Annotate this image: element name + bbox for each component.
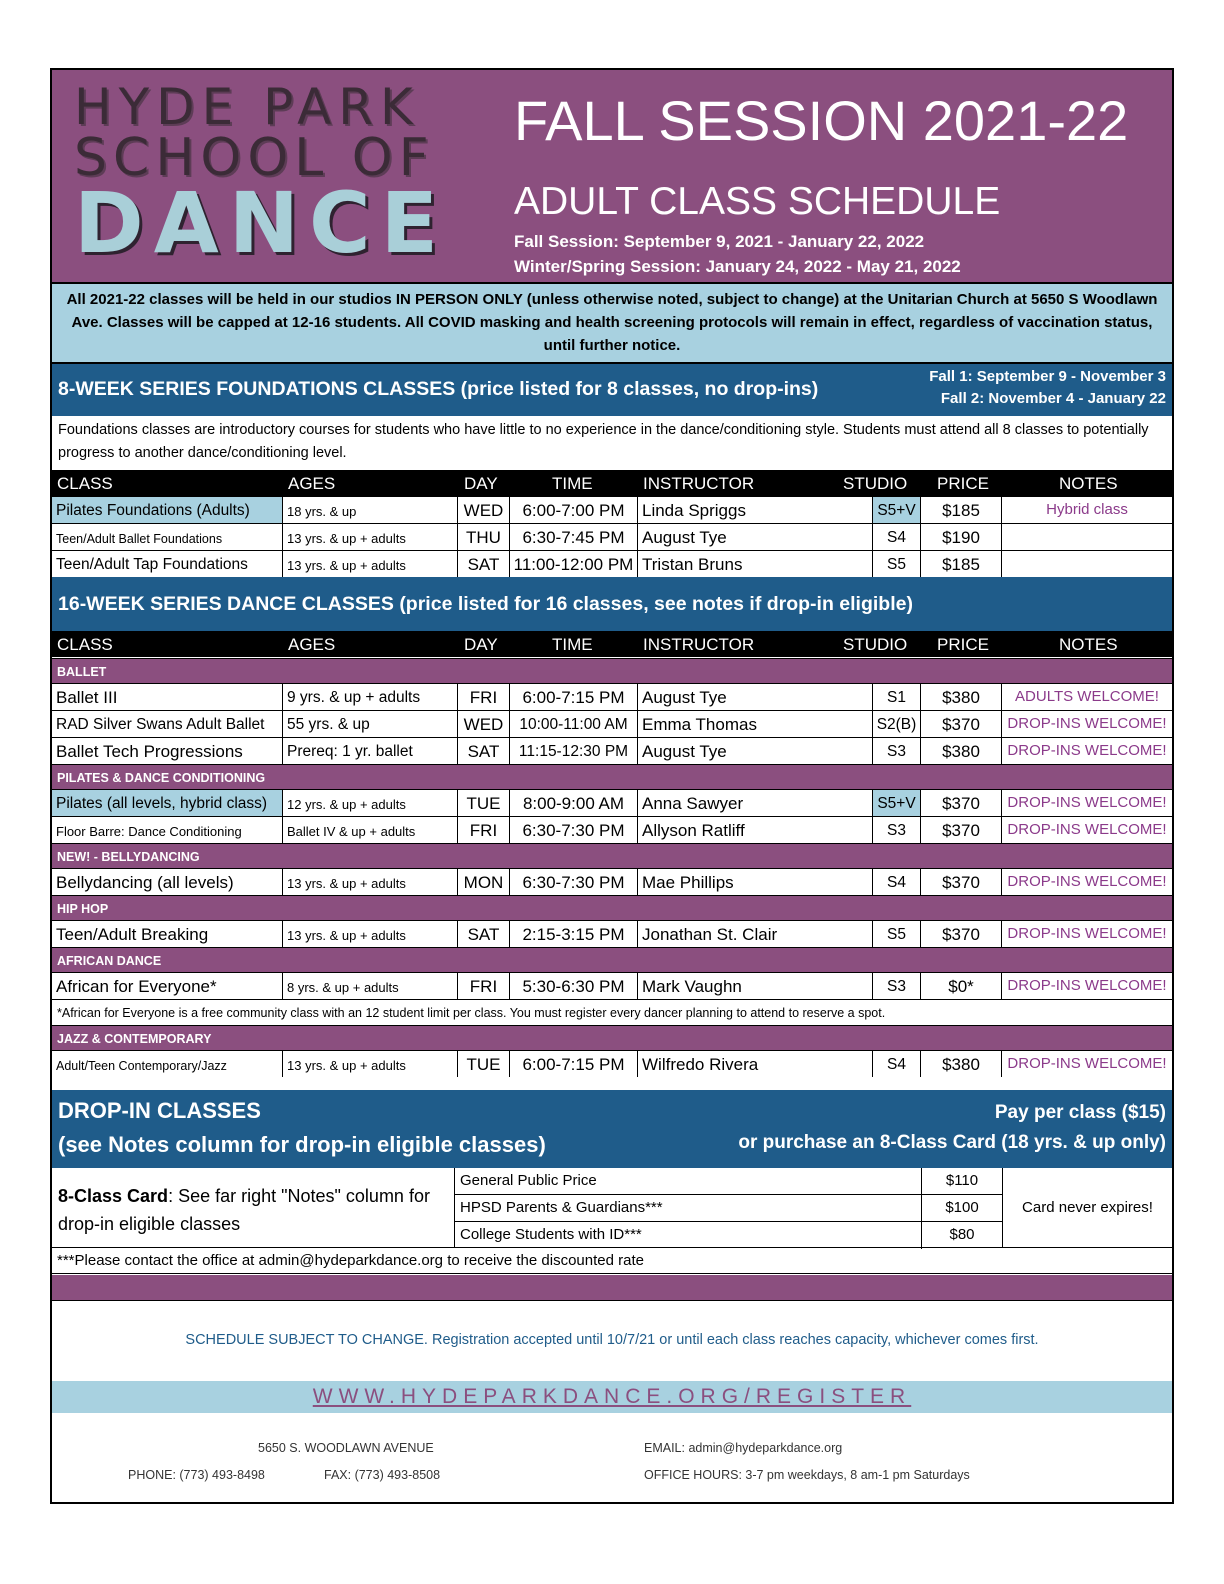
class-day: FRI bbox=[458, 684, 510, 710]
foundations-title: 8-WEEK SERIES FOUNDATIONS CLASSES (price listed for 8 classes, no drop-ins) bbox=[58, 378, 819, 400]
class-day: WED bbox=[458, 711, 510, 737]
foundations-fall2: Fall 2: November 4 - January 22 bbox=[940, 390, 1166, 407]
class-name: Bellydancing (all levels) bbox=[52, 869, 283, 895]
page-title: FALL SESSION 2021-22 bbox=[514, 89, 1129, 152]
class-time: 11:15-12:30 PM bbox=[510, 738, 638, 764]
category-hiphop bbox=[52, 895, 1172, 920]
card-price-row bbox=[455, 1222, 1002, 1248]
series16-title: 16-WEEK SERIES DANCE CLASSES (price listed for 16 classes, see notes if drop-in eligible) bbox=[58, 593, 913, 615]
class-ages: 13 yrs. & up + adults bbox=[283, 869, 458, 895]
class-day: MON bbox=[458, 869, 510, 895]
header-banner bbox=[52, 70, 1172, 282]
class-time: 6:30-7:45 PM bbox=[510, 524, 638, 550]
class-ages: 13 yrs. & up + adults bbox=[283, 551, 458, 577]
class-instructor: Mark Vaughn bbox=[638, 973, 873, 999]
class-instructor: Emma Thomas bbox=[638, 711, 873, 737]
class-instructor: August Tye bbox=[638, 524, 873, 550]
schedule-sheet bbox=[50, 68, 1174, 1504]
class-notes: DROP-INS WELCOME! bbox=[1007, 925, 1167, 942]
office-hours: OFFICE HOURS: 3-7 pm weekdays, 8 am-1 pm Saturdays bbox=[644, 1468, 970, 1482]
class-name: Pilates (all levels, hybrid class) bbox=[52, 790, 283, 816]
logo-line-3: DANCE bbox=[74, 174, 449, 272]
col-studio: STUDIO bbox=[843, 635, 908, 654]
class-time: 6:00-7:15 PM bbox=[510, 1051, 638, 1077]
class-instructor: Linda Spriggs bbox=[638, 497, 873, 523]
winter-session-dates: Winter/Spring Session: January 24, 2022 - May 21, 2022 bbox=[514, 257, 961, 276]
card-price-label: College Students with ID*** bbox=[460, 1226, 642, 1243]
class-ages: 18 yrs. & up bbox=[283, 497, 458, 523]
schedule-change-rest: Registration accepted until 10/7/21 or until each class reaches capacity, whichever comes first. bbox=[427, 1332, 1039, 1348]
card-price-label: General Public Price bbox=[460, 1172, 597, 1189]
discount-contact-note: ***Please contact the office at admin@hydeparkdance.org to receive the discounted rate bbox=[52, 1248, 1172, 1274]
card-price-row bbox=[455, 1195, 1002, 1222]
table-row bbox=[52, 683, 1172, 710]
class-notes: DROP-INS WELCOME! bbox=[1007, 873, 1167, 890]
table-row bbox=[52, 868, 1172, 895]
col-price: PRICE bbox=[937, 635, 989, 654]
class-instructor: Anna Sawyer bbox=[638, 790, 873, 816]
phone: PHONE: (773) 493-8498 bbox=[128, 1468, 265, 1482]
dropin-subtitle: (see Notes column for drop-in eligible classes) bbox=[58, 1132, 546, 1157]
category-african bbox=[52, 947, 1172, 972]
class-card-table bbox=[52, 1168, 1172, 1248]
table-header bbox=[52, 631, 1172, 657]
class-ages: Ballet IV & up + adults bbox=[283, 817, 458, 843]
class-instructor: Tristan Bruns bbox=[638, 551, 873, 577]
logo-line-2: SCHOOL OF bbox=[74, 128, 435, 188]
class-name: Floor Barre: Dance Conditioning bbox=[52, 817, 283, 843]
class-studio: S1 bbox=[873, 684, 921, 710]
class-name: Teen/Adult Breaking bbox=[52, 921, 283, 947]
table-row bbox=[52, 523, 1172, 550]
class-name: Ballet Tech Progressions bbox=[52, 738, 283, 764]
fax: FAX: (773) 493-8508 bbox=[324, 1468, 441, 1482]
table-row bbox=[52, 816, 1172, 843]
table-header bbox=[52, 470, 1172, 496]
col-ages: AGES bbox=[288, 474, 336, 493]
foundations-description: Foundations classes are introductory courses for students who have little to no experience in the dance/conditioning style. Students must attend all 8 classes to potentially progress to another dance/conditioning level. bbox=[58, 422, 1149, 461]
class-time: 6:30-7:30 PM bbox=[510, 869, 638, 895]
category-label: AFRICAN DANCE bbox=[57, 954, 162, 968]
col-instructor: INSTRUCTOR bbox=[643, 635, 755, 654]
class-studio: S5+V bbox=[873, 790, 921, 816]
class-studio: S5+V bbox=[873, 497, 921, 523]
class-price: $185 bbox=[921, 497, 1002, 523]
col-price: PRICE bbox=[937, 474, 989, 493]
col-day: DAY bbox=[464, 474, 498, 493]
schedule-change-notice bbox=[52, 1332, 1172, 1348]
series16-band bbox=[52, 577, 1172, 631]
fall-session-dates: Fall Session: September 9, 2021 - January 22, 2022 bbox=[514, 232, 925, 251]
class-notes: DROP-INS WELCOME! bbox=[1007, 742, 1167, 759]
email[interactable]: EMAIL: admin@hydeparkdance.org bbox=[644, 1441, 843, 1455]
class-time: 2:15-3:15 PM bbox=[510, 921, 638, 947]
table-row bbox=[52, 972, 1172, 999]
card-description bbox=[52, 1168, 455, 1248]
class-notes bbox=[1002, 524, 1172, 550]
class-price: $380 bbox=[921, 738, 1002, 764]
class-time: 6:30-7:30 PM bbox=[510, 817, 638, 843]
table-row bbox=[52, 1050, 1172, 1077]
class-ages: 13 yrs. & up + adults bbox=[283, 921, 458, 947]
class-time: 10:00-11:00 AM bbox=[510, 711, 638, 737]
class-studio: S5 bbox=[873, 921, 921, 947]
col-notes: NOTES bbox=[1059, 635, 1118, 654]
logo-line-1: HYDE PARK bbox=[74, 78, 420, 136]
category-ballet bbox=[52, 658, 1172, 683]
class-instructor: August Tye bbox=[638, 738, 873, 764]
col-time: TIME bbox=[552, 635, 593, 654]
divider-strip bbox=[52, 1275, 1172, 1301]
class-name: Pilates Foundations (Adults) bbox=[52, 497, 283, 523]
category-label: NEW! - BELLYDANCING bbox=[57, 850, 200, 864]
class-price: $370 bbox=[921, 869, 1002, 895]
class-notes: DROP-INS WELCOME! bbox=[1007, 977, 1167, 994]
table-row bbox=[52, 920, 1172, 947]
card-price-row bbox=[455, 1168, 1002, 1195]
class-time: 6:00-7:00 PM bbox=[510, 497, 638, 523]
class-day: FRI bbox=[458, 973, 510, 999]
col-time: TIME bbox=[552, 474, 593, 493]
dropin-pay-per-class: Pay per class ($15) bbox=[994, 1102, 1166, 1123]
class-time: 5:30-6:30 PM bbox=[510, 973, 638, 999]
col-class: CLASS bbox=[57, 635, 113, 654]
covid-notice: All 2021-22 classes will be held in our studios IN PERSON ONLY (unless otherwise noted, subject to change) at the Unitarian Church at 5650 S Woodlawn Ave. Classes will be capped at 12-16 students. All COVID masking and health screening protocols will remain in effect, regardless of vaccination status, until further notice. bbox=[52, 282, 1172, 364]
foundations-band bbox=[52, 364, 1172, 416]
class-studio: S4 bbox=[873, 869, 921, 895]
table-row bbox=[52, 496, 1172, 523]
class-day: FRI bbox=[458, 817, 510, 843]
schedule-change-bold: SCHEDULE SUBJECT TO CHANGE. bbox=[185, 1332, 428, 1348]
class-notes: ADULTS WELCOME! bbox=[1015, 688, 1159, 705]
col-instructor: INSTRUCTOR bbox=[643, 474, 755, 493]
table-row bbox=[52, 737, 1172, 764]
class-instructor: August Tye bbox=[638, 684, 873, 710]
col-day: DAY bbox=[464, 635, 498, 654]
class-ages: 12 yrs. & up + adults bbox=[283, 790, 458, 816]
class-name: Teen/Adult Ballet Foundations bbox=[52, 524, 283, 550]
class-studio: S3 bbox=[873, 738, 921, 764]
class-ages: 13 yrs. & up + adults bbox=[283, 1051, 458, 1077]
class-name: RAD Silver Swans Adult Ballet bbox=[52, 711, 283, 737]
class-instructor: Jonathan St. Clair bbox=[638, 921, 873, 947]
class-ages: 13 yrs. & up + adults bbox=[283, 524, 458, 550]
class-day: TUE bbox=[458, 790, 510, 816]
class-price: $0* bbox=[921, 973, 1002, 999]
dropin-band bbox=[52, 1090, 1172, 1168]
class-price: $185 bbox=[921, 551, 1002, 577]
col-ages: AGES bbox=[288, 635, 336, 654]
category-pilates bbox=[52, 764, 1172, 789]
class-day: TUE bbox=[458, 1051, 510, 1077]
table-row bbox=[52, 550, 1172, 577]
african-footnote: *African for Everyone is a free community class with an 12 student limit per class. You must register every dancer planning to attend to reserve a spot. bbox=[52, 999, 1172, 1025]
class-time: 6:00-7:15 PM bbox=[510, 684, 638, 710]
dropin-card-offer: or purchase an 8-Class Card (18 yrs. & up only) bbox=[738, 1132, 1166, 1153]
table-row bbox=[52, 789, 1172, 816]
page-subtitle: ADULT CLASS SCHEDULE bbox=[514, 180, 1001, 223]
card-label-rest: : See far right "Notes" column for drop-in eligible classes bbox=[58, 1186, 430, 1234]
class-studio: S5 bbox=[873, 551, 921, 577]
class-studio: S2(B) bbox=[873, 711, 921, 737]
dropin-title: DROP-IN CLASSES bbox=[58, 1098, 261, 1123]
class-ages: 8 yrs. & up + adults bbox=[283, 973, 458, 999]
class-price: $380 bbox=[921, 684, 1002, 710]
address: 5650 S. WOODLAWN AVENUE bbox=[258, 1441, 434, 1455]
class-price: $370 bbox=[921, 790, 1002, 816]
category-label: PILATES & DANCE CONDITIONING bbox=[57, 771, 266, 785]
class-studio: S4 bbox=[873, 524, 921, 550]
class-ages: 9 yrs. & up + adults bbox=[283, 684, 458, 710]
class-studio: S3 bbox=[873, 973, 921, 999]
class-day: WED bbox=[458, 497, 510, 523]
card-price-value: $100 bbox=[921, 1195, 1002, 1222]
class-notes: DROP-INS WELCOME! bbox=[1007, 794, 1167, 811]
class-instructor: Wilfredo Rivera bbox=[638, 1051, 873, 1077]
class-price: $190 bbox=[921, 524, 1002, 550]
category-bellydancing bbox=[52, 843, 1172, 868]
class-instructor: Mae Phillips bbox=[638, 869, 873, 895]
class-price: $370 bbox=[921, 921, 1002, 947]
class-name: Teen/Adult Tap Foundations bbox=[52, 551, 283, 577]
class-name: Adult/Teen Contemporary/Jazz bbox=[52, 1051, 283, 1077]
foundations-fall1: Fall 1: September 9 - November 3 bbox=[929, 368, 1166, 385]
card-price-label: HPSD Parents & Guardians*** bbox=[460, 1199, 663, 1216]
col-notes: NOTES bbox=[1059, 474, 1118, 493]
category-label: BALLET bbox=[57, 665, 107, 679]
card-price-value: $110 bbox=[921, 1168, 1002, 1195]
class-day: SAT bbox=[458, 551, 510, 577]
class-ages: Prereq: 1 yr. ballet bbox=[283, 738, 458, 764]
table-row bbox=[52, 710, 1172, 737]
class-day: SAT bbox=[458, 738, 510, 764]
class-notes: DROP-INS WELCOME! bbox=[1007, 821, 1167, 838]
class-time: 11:00-12:00 PM bbox=[510, 551, 638, 577]
category-label: JAZZ & CONTEMPORARY bbox=[57, 1032, 212, 1046]
card-label-bold: 8-Class Card bbox=[58, 1186, 169, 1206]
class-day: THU bbox=[458, 524, 510, 550]
class-ages: 55 yrs. & up bbox=[283, 711, 458, 737]
category-jazz bbox=[52, 1025, 1172, 1050]
class-price: $380 bbox=[921, 1051, 1002, 1077]
class-notes bbox=[1002, 551, 1172, 577]
class-studio: S4 bbox=[873, 1051, 921, 1077]
class-price: $370 bbox=[921, 711, 1002, 737]
class-name: African for Everyone* bbox=[52, 973, 283, 999]
class-studio: S3 bbox=[873, 817, 921, 843]
class-name: Ballet III bbox=[52, 684, 283, 710]
class-price: $370 bbox=[921, 817, 1002, 843]
class-time: 8:00-9:00 AM bbox=[510, 790, 638, 816]
register-link[interactable]: WWW.HYDEPARKDANCE.ORG/REGISTER bbox=[52, 1381, 1172, 1413]
class-notes: Hybrid class bbox=[1046, 501, 1128, 518]
card-price-value: $80 bbox=[921, 1222, 1002, 1249]
class-notes: DROP-INS WELCOME! bbox=[1007, 715, 1167, 732]
col-studio: STUDIO bbox=[843, 474, 908, 493]
class-instructor: Allyson Ratliff bbox=[638, 817, 873, 843]
class-day: SAT bbox=[458, 921, 510, 947]
class-notes: DROP-INS WELCOME! bbox=[1007, 1055, 1167, 1072]
col-class: CLASS bbox=[57, 474, 113, 493]
card-never-expires: Card never expires! bbox=[1002, 1168, 1172, 1248]
category-label: HIP HOP bbox=[57, 902, 109, 916]
